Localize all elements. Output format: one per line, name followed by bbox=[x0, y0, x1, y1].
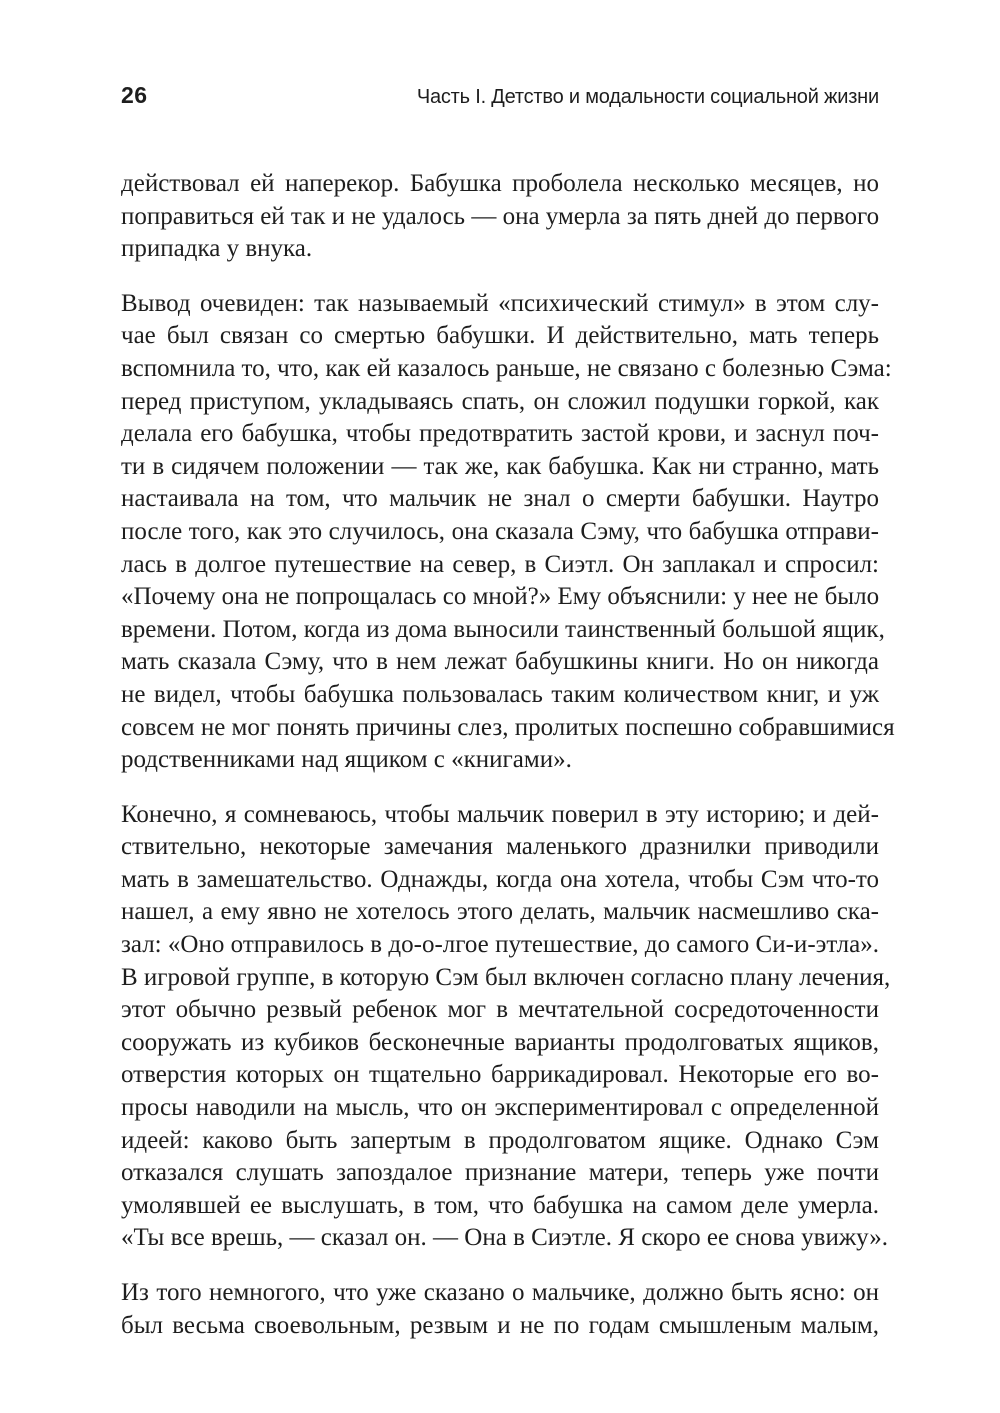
text-line: нашел, а ему явно не хотелось этого делать, мальчик насмешливо ска- bbox=[121, 898, 879, 926]
text-line: Из того немногого, что уже сказано о мальчике, должно быть ясно: он bbox=[121, 1279, 879, 1306]
paragraph bbox=[121, 288, 895, 777]
paragraph bbox=[121, 799, 891, 1255]
text-line: родственниками над ящиком с «книгами». bbox=[121, 746, 572, 774]
text-line: лась в долгое путешествие на север, в Сиэтл. Он заплакал и спросил: bbox=[121, 550, 879, 578]
page-number: 26 bbox=[121, 82, 148, 108]
text-line: В игровой группе, в которую Сэм был включен согласно плану лечения, bbox=[121, 963, 891, 991]
running-head bbox=[121, 82, 879, 116]
text-line: мать сказала Сэму, что в нем лежат бабушкины книги. Но он никогда bbox=[121, 648, 879, 676]
text-line: чае был связан со смертью бабушки. И действительно, мать теперь bbox=[121, 322, 879, 350]
text-line: делала его бабушка, чтобы предотвратить застой крови, и заснул поч- bbox=[121, 420, 879, 448]
text-line: поправиться ей так и не удалось — она умерла за пять дней до первого bbox=[121, 202, 880, 230]
text-line: отверстия которых он тщательно баррикадировал. Некоторые его во- bbox=[121, 1061, 879, 1089]
text-line: перед приступом, укладываясь спать, он сложил подушки горкой, как bbox=[121, 387, 879, 415]
text-line: зал: «Оно отправилось в до-о-лгое путешествие, до самого Си-и-этла». bbox=[121, 931, 879, 959]
text-line: не видел, чтобы бабушка пользовалась таким количеством книг, и уж bbox=[121, 680, 879, 708]
text-line: вспомнила то, что, как ей казалось раньше, не связано с болезнью Сэма: bbox=[121, 354, 892, 382]
text-line: был весьма своевольным, резвым и не по годам смышленым малым, bbox=[121, 1311, 879, 1339]
text-line: «Ты все врешь, — сказал он. — Она в Сиэтле. Я скоро ее снова увижу». bbox=[121, 1224, 888, 1252]
text-line: Конечно, я сомневаюсь, чтобы мальчик поверил в эту историю; и дей- bbox=[121, 800, 879, 828]
paragraph bbox=[121, 168, 879, 266]
running-title: Часть I. Детство и модальности социальной жизни bbox=[416, 86, 879, 108]
text-line: отказался слушать запоздалое признание матери, теперь уже почти bbox=[121, 1159, 879, 1187]
text-line: времени. Потом, когда из дома выносили таинственный большой ящик, bbox=[121, 615, 885, 643]
text-line: после того, как это случилось, она сказала Сэму, что бабушка отправи- bbox=[121, 517, 879, 545]
paragraph bbox=[121, 1277, 879, 1342]
text-line: этот обычно резвый ребенок мог в мечтательной сосредоточенности bbox=[121, 996, 879, 1024]
text-line: действовал ей наперекор. Бабушка проболела несколько месяцев, но bbox=[121, 170, 879, 197]
text-line: Вывод очевиден: так называемый «психический стимул» в этом слу- bbox=[121, 289, 879, 317]
text-line: ствительно, некоторые замечания маленького дразнилки приводили bbox=[121, 833, 879, 861]
text-line: совсем не мог понять причины слез, пролитых поспешно собравшимися bbox=[121, 713, 895, 741]
text-line: идеей: каково быть запертым в продолговатом ящике. Однако Сэм bbox=[121, 1126, 879, 1154]
text-line: настаивала на том, что мальчик не знал о смерти бабушки. Наутро bbox=[121, 485, 879, 513]
body-text bbox=[121, 168, 895, 1364]
text-line: просы наводили на мысль, что он экспериментировал с определенной bbox=[121, 1094, 879, 1122]
text-line: ти в сидячем положении — так же, как бабушка. Как ни странно, мать bbox=[121, 452, 879, 480]
text-line: припадка у внука. bbox=[121, 235, 313, 263]
text-line: сооружать из кубиков бесконечные варианты продолговатых ящиков, bbox=[121, 1028, 879, 1056]
text-line: мать в замешательство. Однажды, когда она хотела, чтобы Сэм что-то bbox=[121, 865, 879, 893]
text-line: умолявшей ее выслушать, в том, что бабушка на самом деле умерла. bbox=[121, 1191, 879, 1219]
text-line: «Почему она не попрощалась со мной?» Ему объяснили: у нее не было bbox=[121, 583, 880, 611]
